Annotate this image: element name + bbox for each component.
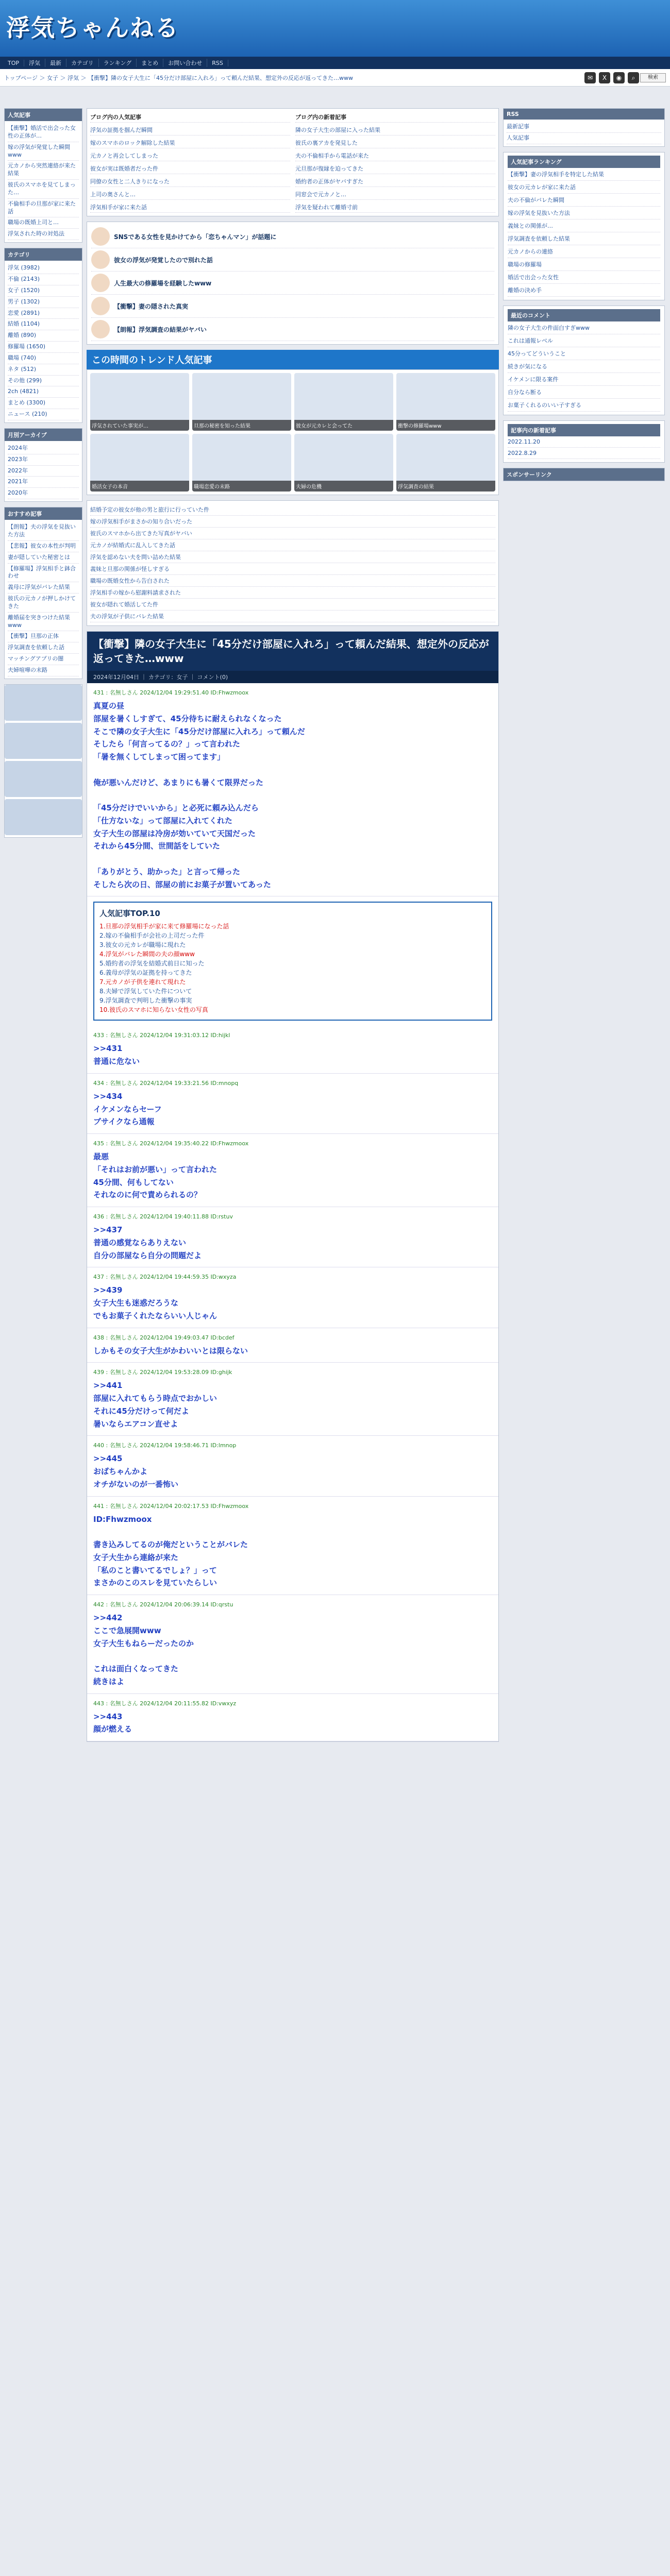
- archive-item[interactable]: 2020年: [8, 488, 79, 499]
- post-body: しかもその女子大生がかわいいとは限らない: [93, 1346, 248, 1355]
- post: [87, 1363, 498, 1436]
- trend-card-label: 彼女が元カレと会ってた: [294, 420, 393, 431]
- headline-item[interactable]: 嫁の浮気相手がまさかの知り合いだった: [90, 516, 495, 528]
- avatar: [91, 274, 110, 292]
- trend-card-label: 浮気調査の結果: [396, 481, 495, 492]
- nav-item[interactable]: 浮気: [24, 59, 45, 67]
- ad-thumbnail[interactable]: [5, 799, 82, 835]
- article: [87, 631, 499, 1742]
- list-item[interactable]: 彼氏の元カノが押しかけてきた: [8, 594, 79, 613]
- box-title: 最近のコメント: [508, 309, 660, 321]
- trend-card[interactable]: [294, 434, 393, 492]
- trend-card-label: 夫婦の危機: [294, 481, 393, 492]
- post-header: 440 : 名無しさん 2024/12/04 19:58:46.71 ID:lmnop: [93, 1442, 237, 1449]
- table-cell[interactable]: 彼女が実は既婚者だった件: [90, 163, 290, 174]
- box-title: 人気記事: [5, 109, 82, 121]
- post-header: 431 : 名無しさん 2024/12/04 19:29:51.40 ID:Fhwzmoox: [93, 689, 249, 696]
- trend-card-label: 婚活女子の本音: [90, 481, 189, 492]
- table-cell[interactable]: 浮気相手が家に来た話: [90, 202, 290, 213]
- category-item[interactable]: 浮気 (3982): [8, 263, 79, 274]
- comment-item[interactable]: 自分なら断る: [508, 386, 660, 399]
- archive-item[interactable]: 2024年: [8, 443, 79, 454]
- main-column: [87, 108, 499, 1742]
- nav-item[interactable]: カテゴリ: [66, 59, 99, 67]
- trend-card-label: 旦那の秘密を知った結果: [192, 420, 291, 431]
- featured-title[interactable]: 彼女の浮気が発覚したので別れた話: [114, 256, 213, 264]
- featured-row[interactable]: [91, 295, 494, 318]
- box-title: 人気記事ランキング: [508, 156, 660, 168]
- post-header: 442 : 名無しさん 2024/12/04 20:06:39.14 ID:qrstu: [93, 1601, 233, 1608]
- post-header: 443 : 名無しさん 2024/12/04 20:11:55.82 ID:vwxyz: [93, 1700, 237, 1707]
- trend-title: この時間のトレンド人気記事: [87, 350, 499, 369]
- table-header: ブログ内の人気記事: [90, 112, 290, 123]
- featured-title[interactable]: 人生最大の修羅場を経験したwww: [114, 279, 212, 287]
- headline-item[interactable]: 浮気を認めない夫を問い詰めた結果: [90, 551, 495, 563]
- post-header: 441 : 名無しさん 2024/12/04 20:02:17.53 ID:Fhwzmoox: [93, 1502, 249, 1510]
- category-item[interactable]: 2ch (4821): [8, 386, 79, 398]
- list-item[interactable]: 不倫相手の旦那が家に来た話: [8, 199, 79, 218]
- category-item[interactable]: 男子 (1302): [8, 297, 79, 308]
- comments-box: [503, 306, 665, 415]
- box-title: RSS: [504, 109, 664, 120]
- left-sidebar: [4, 108, 82, 843]
- ranking-item[interactable]: 彼女の元カレが家に来た話: [508, 181, 660, 194]
- post-header: 436 : 名無しさん 2024/12/04 19:40:11.88 ID:rstuv: [93, 1213, 233, 1220]
- ranking-item[interactable]: 離婚の決め手: [508, 284, 660, 297]
- comment-item[interactable]: これは通報レベル: [508, 334, 660, 347]
- ranking-item[interactable]: 職場の修羅場: [508, 258, 660, 271]
- avatar: [91, 250, 110, 269]
- nav-item[interactable]: まとめ: [137, 59, 163, 67]
- category-item[interactable]: ニュース (210): [8, 409, 79, 420]
- category-item[interactable]: 不倫 (2143): [8, 274, 79, 285]
- post-header: 433 : 名無しさん 2024/12/04 19:31:03.12 ID:hijkl: [93, 1032, 230, 1039]
- post-body: >>437 普通の感覚ならありえない 自分の部屋なら自分の問題だよ: [93, 1225, 202, 1260]
- trend-card[interactable]: [192, 373, 291, 431]
- category-item[interactable]: 女子 (1520): [8, 285, 79, 297]
- post-body: >>434 イケメンならセーフ ブサイクなら通報: [93, 1091, 162, 1127]
- nav-item[interactable]: お問い合わせ: [163, 59, 207, 67]
- list-item[interactable]: 嫁の浮気が発覚した瞬間www: [8, 142, 79, 161]
- headline-item[interactable]: 夫の浮気が子供にバレた結果: [90, 611, 495, 622]
- box-title: おすすめ記事: [5, 507, 82, 520]
- share-icons: [584, 72, 639, 83]
- breadcrumb-bar: [0, 69, 670, 87]
- post: [87, 1267, 498, 1328]
- mail-icon[interactable]: ✉: [584, 72, 596, 83]
- post: [87, 1595, 498, 1694]
- top10-item[interactable]: 3.彼女の元カレが職場に現れた: [99, 941, 186, 949]
- post-body: >>445 おばちゃんかよ オチがないのが一番怖い: [93, 1454, 179, 1489]
- box-title: カテゴリ: [5, 248, 82, 261]
- list-item[interactable]: 元カノから突然連絡が来た結果: [8, 161, 79, 180]
- table-cell[interactable]: 隣の女子大生の部屋に入った結果: [295, 125, 495, 135]
- list-item[interactable]: 浮気調査を依頼した話: [8, 642, 79, 654]
- featured-row[interactable]: [91, 318, 494, 341]
- comment-item[interactable]: お菓子くれるのいい子すぎる: [508, 399, 660, 412]
- post: [87, 683, 498, 896]
- top10-title: 人気記事TOP.10: [99, 909, 160, 919]
- rss-box: [503, 108, 665, 147]
- trend-grid: [87, 369, 499, 495]
- ranking-item[interactable]: 浮気調査を依頼した結果: [508, 232, 660, 245]
- comment-item[interactable]: 続きが気になる: [508, 360, 660, 373]
- trend-card[interactable]: [192, 434, 291, 492]
- list-item[interactable]: 妻が隠していた秘密とは: [8, 552, 79, 564]
- table-cell[interactable]: 浮気を疑われて離婚寸前: [295, 202, 495, 213]
- list-item[interactable]: 【朗報】夫の浮気を見抜いた方法: [8, 522, 79, 541]
- trend-card[interactable]: [396, 373, 495, 431]
- list-item[interactable]: 【衝撃】旦那の正体: [8, 631, 79, 642]
- breadcrumb[interactable]: トップページ ＞ 女子 ＞ 浮気 ＞ 【衝撃】隣の女子大生に「45分だけ部屋に入れろ」って頼んだ結果、想定外の反応が返ってきた…www: [4, 74, 353, 81]
- nav-item[interactable]: RSS: [207, 60, 228, 66]
- table-cell[interactable]: 元旦那が復縁を迫ってきた: [295, 163, 495, 174]
- category-item[interactable]: 結婚 (1104): [8, 319, 79, 330]
- avatar: [91, 227, 110, 246]
- comment-item[interactable]: 隣の女子大生の件面白すぎwww: [508, 321, 660, 334]
- post-header: 434 : 名無しさん 2024/12/04 19:33:21.56 ID:mnopq: [93, 1079, 239, 1087]
- top10-box: [93, 902, 492, 1021]
- list-item[interactable]: 【修羅場】浮気相手と鉢合わせ: [8, 564, 79, 583]
- search-icon[interactable]: ⌕: [628, 72, 639, 83]
- archive-item[interactable]: 2022.8.29: [508, 448, 660, 459]
- post-header: 439 : 名無しさん 2024/12/04 19:53:28.09 ID:ghijk: [93, 1369, 232, 1376]
- featured-title[interactable]: SNSである女性を見かけてから「恋ちゃんマン」が話題に: [114, 233, 277, 241]
- list-item[interactable]: 【衝撃】婚活で出会った女性の正体が…: [8, 123, 79, 142]
- post-header: 438 : 名無しさん 2024/12/04 19:49:03.47 ID:bcdef: [93, 1334, 234, 1341]
- top10-item[interactable]: 1.旦那の浮気相手が家に来て修羅場になった話: [99, 923, 229, 930]
- rss-item[interactable]: 人気記事: [507, 133, 661, 144]
- category-item[interactable]: 離婚 (890): [8, 330, 79, 342]
- featured-list: [87, 222, 499, 345]
- site-header: [0, 0, 670, 57]
- trend-card-label: 浮気されていた事実が…: [90, 420, 189, 431]
- post-body: >>439 女子大生も迷惑だろうな でもお菓子くれたならいい人じゃん: [93, 1285, 217, 1320]
- ranking-item[interactable]: 義妹との関係が…: [508, 219, 660, 232]
- headline-list: [87, 500, 499, 626]
- archive-item[interactable]: 2022.11.20: [508, 436, 660, 448]
- ranking-item[interactable]: 元カノからの連絡: [508, 245, 660, 258]
- headline-item[interactable]: 義妹と旦那の関係が怪しすぎる: [90, 563, 495, 575]
- table-cell[interactable]: 元カノと再会してしまった: [90, 150, 290, 161]
- ranking-box: [503, 152, 665, 300]
- archive-box: [503, 420, 665, 463]
- featured-row[interactable]: [91, 248, 494, 272]
- post: [87, 1134, 498, 1207]
- box-title: 月別アーカイブ: [5, 429, 82, 441]
- archive-item[interactable]: 2023年: [8, 454, 79, 466]
- post: [87, 1074, 498, 1134]
- trend-card[interactable]: [294, 373, 393, 431]
- headline-item[interactable]: 浮気相手の嫁から慰謝料請求された: [90, 587, 495, 599]
- table-cell[interactable]: 嫁のスマホのロック解除した結果: [90, 138, 290, 148]
- table-header: ブログ内の新着記事: [295, 112, 495, 123]
- post-header: 435 : 名無しさん 2024/12/04 19:35:40.22 ID:Fhwzmoox: [93, 1140, 249, 1147]
- post-body: >>431 普通に危ない: [93, 1044, 140, 1066]
- top10-item[interactable]: 8.夫婦で浮気していた件について: [99, 988, 192, 995]
- comment-item[interactable]: 45分ってどういうこと: [508, 347, 660, 360]
- ranking-item[interactable]: 嫁の浮気を見抜いた方法: [508, 207, 660, 219]
- post: [87, 1497, 498, 1596]
- search-button[interactable]: 検索: [640, 73, 666, 82]
- top10-item[interactable]: 6.義母が浮気の証拠を持ってきた: [99, 969, 192, 977]
- left-box-archive: [4, 428, 82, 502]
- avatar: [91, 320, 110, 338]
- post-body: >>443 顔が燃える: [93, 1711, 132, 1734]
- archive-item[interactable]: 2021年: [8, 477, 79, 488]
- top10-item[interactable]: 7.元カノが子供を連れて現れた: [99, 978, 186, 986]
- post-header: 437 : 名無しさん 2024/12/04 19:44:59.35 ID:wxyza: [93, 1274, 237, 1281]
- article-meta: 2024年12月04日 ｜ カテゴリ：女子 ｜ コメント(0): [87, 671, 498, 683]
- list-item[interactable]: マッチングアプリの闇: [8, 654, 79, 665]
- category-item[interactable]: 恋愛 (2891): [8, 308, 79, 319]
- avatar: [91, 297, 110, 315]
- nav-item[interactable]: ランキング: [99, 59, 137, 67]
- nav-item[interactable]: 最新: [45, 59, 66, 67]
- post: [87, 1207, 498, 1267]
- ranking-item[interactable]: 婚活で出会った女性: [508, 271, 660, 284]
- headline-item[interactable]: 彼女が隠れて婚活してた件: [90, 599, 495, 611]
- comment-item[interactable]: イケメンに限る案件: [508, 373, 660, 386]
- category-item[interactable]: まとめ (3300): [8, 398, 79, 409]
- top10-item[interactable]: 4.浮気がバレた瞬間の夫の顔www: [99, 951, 195, 958]
- list-item[interactable]: 【悲報】彼女の本性が判明: [8, 541, 79, 552]
- left-box-ads: [4, 684, 82, 838]
- post: [87, 1694, 498, 1742]
- archive-item[interactable]: 2022年: [8, 466, 79, 477]
- headline-item[interactable]: 結婚予定の彼女が他の男と旅行に行っていた件: [90, 504, 495, 516]
- global-nav: [0, 57, 670, 69]
- top10-item[interactable]: 9.浮気調査で判明した衝撃の事実: [99, 997, 192, 1005]
- left-box-category: [4, 248, 82, 423]
- ad-thumbnail[interactable]: [5, 761, 82, 797]
- category-item[interactable]: 修羅場 (1650): [8, 342, 79, 353]
- box-title: 記事内の新着記事: [508, 424, 660, 436]
- left-box-popular: [4, 108, 82, 243]
- left-box-recommended: [4, 507, 82, 679]
- featured-row[interactable]: [91, 225, 494, 248]
- headline-item[interactable]: 職場の既婚女性から告白された: [90, 575, 495, 587]
- list-item[interactable]: 夫婦喧嘩の末路: [8, 665, 79, 676]
- table-cell[interactable]: 婚約者の正体がヤバすぎた: [295, 176, 495, 187]
- featured-row[interactable]: [91, 272, 494, 295]
- box-title: スポンサーリンク: [504, 468, 664, 481]
- trend-card[interactable]: [90, 434, 189, 492]
- post: [87, 1436, 498, 1496]
- post-body: >>442 ここで急展開www 女子大生もねらーだったのか これは面白くなってきた 続きはよ: [93, 1613, 194, 1686]
- table-cell[interactable]: 上司の奥さんと…: [90, 189, 290, 200]
- table-cell[interactable]: 同窓会で元カノと…: [295, 189, 495, 200]
- list-item[interactable]: 彼氏のスマホを見てしまった…: [8, 180, 79, 199]
- table-cell[interactable]: 浮気の証拠を掴んだ瞬間: [90, 125, 290, 135]
- post-body: 最悪 「それはお前が悪い」って言われた 45分間、何もしてない それなのに何で責められるの？: [93, 1152, 217, 1200]
- list-item[interactable]: 義母に浮気がバレた結果: [8, 582, 79, 594]
- featured-title[interactable]: 【朗報】浮気調査の結果がヤバい: [114, 326, 207, 333]
- table-cell[interactable]: 夫の不倫相手から電話が来た: [295, 150, 495, 161]
- post-body: >>441 部屋に入れてもらう時点でおかしい それに45分だけって何だよ 暑いならエアコン直せよ: [93, 1381, 217, 1429]
- post: [87, 1026, 498, 1074]
- nav-item[interactable]: TOP: [3, 60, 24, 66]
- category-item[interactable]: その他 (299): [8, 376, 79, 387]
- category-item[interactable]: ネタ (512): [8, 364, 79, 376]
- ranking-item[interactable]: 夫の不倫がバレた瞬間: [508, 194, 660, 207]
- article-title: 【衝撃】隣の女子大生に「45分だけ部屋に入れろ」って頼んだ結果、想定外の反応が返ってきた…www: [87, 632, 498, 671]
- trend-card-label: 衝撃の修羅場www: [396, 420, 495, 431]
- trend-card[interactable]: [90, 373, 189, 431]
- post-body: 真夏の昼 部屋を暑くしすぎて、45分待ちに耐えられなくなった そこで隣の女子大生に「45分だけ部屋に入れろ」って頼んだ そしたら「何言ってるの？」って言われた 「暑を無くしてしまって困ってます」 俺が悪いんだけど、あまりにも暑くて限界だった 「45分だけでいいから」と必死に頼み込んだら 「仕方ないな」って部屋に入れてくれた 女子大生の部屋は冷房が効いていて天国だった それから45分間、世間話をしていた 「ありがとう、助かった」と言って帰った そしたら次の日、部屋の前にお菓子が置いてあった: [93, 701, 305, 889]
- ad-thumbnail[interactable]: [5, 723, 82, 759]
- list-item[interactable]: 職場の既婚上司と…: [8, 217, 79, 229]
- headline-item[interactable]: 彼氏のスマホから出てきた写真がヤバい: [90, 528, 495, 539]
- top10-item[interactable]: 2.嫁の不倫相手が会社の上司だった件: [99, 932, 205, 940]
- post: [87, 1328, 498, 1363]
- list-item[interactable]: 浮気された時の対処法: [8, 229, 79, 240]
- site-logo[interactable]: 浮気ちゃんねる: [6, 14, 179, 42]
- trend-card-label: 職場恋愛の末路: [192, 481, 291, 492]
- top10-item[interactable]: 5.婚約者の浮気を結婚式前日に知った: [99, 960, 205, 968]
- table-cell[interactable]: 彼氏の裏アカを発見した: [295, 138, 495, 148]
- top10-item[interactable]: 10.彼氏のスマホに知らない女性の写真: [99, 1006, 208, 1014]
- right-sidebar: [503, 108, 665, 486]
- list-item[interactable]: 離婚届を突きつけた結果www: [8, 613, 79, 632]
- category-item[interactable]: 職場 (740): [8, 353, 79, 364]
- x-icon[interactable]: X: [599, 72, 610, 83]
- trend-card[interactable]: [396, 434, 495, 492]
- post-body: ID:Fhwzmoox 書き込みしてるのが俺だということがバレた 女子大生から連絡が来た 「私のこと書いてるでしょ？」って まさかのこのスレを見ていたらしい: [93, 1514, 248, 1588]
- rss-item[interactable]: 最新記事: [507, 122, 661, 133]
- headline-item[interactable]: 元カノが結婚式に乱入してきた話: [90, 539, 495, 551]
- ranking-item[interactable]: 【衝撃】妻の浮気相手を特定した結果: [508, 168, 660, 181]
- related-table: [87, 108, 499, 216]
- featured-title[interactable]: 【衝撃】妻の隠された真実: [114, 302, 189, 310]
- rss-icon[interactable]: ◉: [613, 72, 625, 83]
- ad-thumbnail[interactable]: [5, 685, 82, 721]
- table-cell[interactable]: 同僚の女性と二人きりになった: [90, 176, 290, 187]
- sponsor-box: [503, 468, 665, 481]
